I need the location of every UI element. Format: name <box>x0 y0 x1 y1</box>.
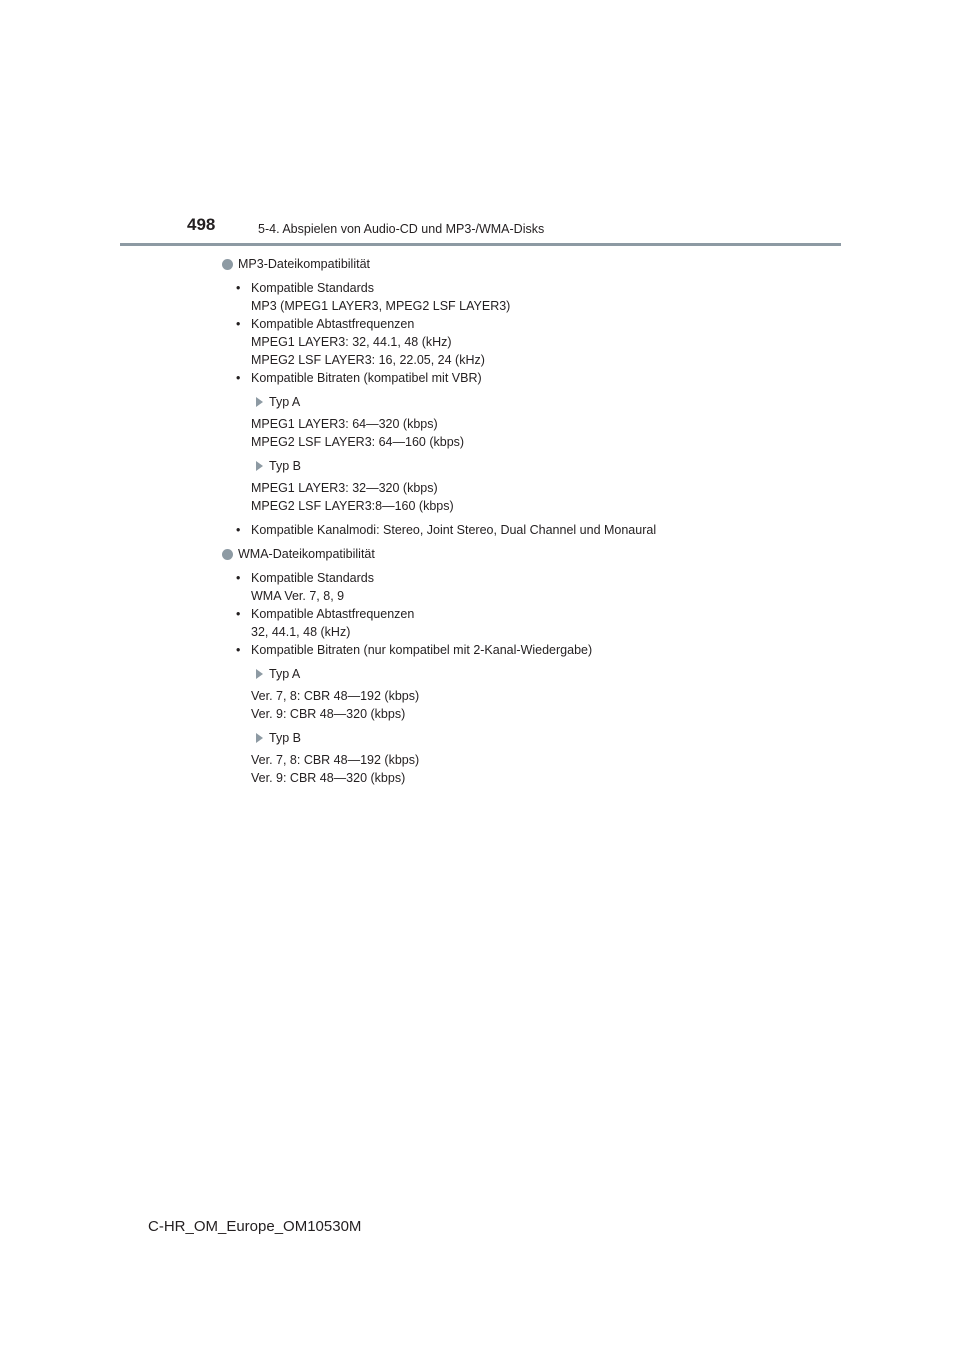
mp3-standards-label: Kompatible Standards <box>251 281 374 295</box>
wma-typ-a-heading <box>236 665 842 683</box>
mp3-typ-b-values <box>236 479 842 515</box>
bullet: • <box>236 523 241 537</box>
circle-bullet-icon <box>222 259 233 270</box>
typ-a-label: Typ A <box>269 667 301 681</box>
bullet: • <box>236 607 241 621</box>
triangle-right-icon <box>256 733 263 743</box>
wma-typ-a-values <box>236 687 842 723</box>
triangle-right-icon <box>256 669 263 679</box>
page-header <box>0 0 960 250</box>
list-item <box>236 521 842 539</box>
mp3-typ-b-line2: MPEG2 LSF LAYER3:8—160 (kbps) <box>251 499 454 513</box>
wma-standards-value: WMA Ver. 7, 8, 9 <box>251 589 345 603</box>
mp3-freq-label: Kompatible Abtastfrequenzen <box>251 317 415 331</box>
mp3-typ-a-values <box>236 415 842 451</box>
bullet: • <box>236 317 241 331</box>
mp3-typ-b-line1: MPEG1 LAYER3: 32—320 (kbps) <box>251 481 438 495</box>
mp3-items <box>222 279 842 539</box>
wma-typ-b-heading <box>236 729 842 747</box>
mp3-freq-line1: MPEG1 LAYER3: 32, 44.1, 48 (kHz) <box>251 335 452 349</box>
list-item <box>236 569 842 587</box>
bullet: • <box>236 571 241 585</box>
wma-typ-b-line2: Ver. 9: CBR 48—320 (kbps) <box>251 771 406 785</box>
list-item <box>236 605 842 623</box>
section-title: 5-4. Abspielen von Audio-CD und MP3-/WMA-Disks <box>258 222 545 236</box>
bullet: • <box>236 281 241 295</box>
page-content <box>222 255 842 793</box>
wma-heading <box>222 545 842 563</box>
typ-b-label: Typ B <box>269 459 301 473</box>
circle-bullet-icon <box>222 549 233 560</box>
wma-section <box>222 545 842 787</box>
typ-a-label: Typ A <box>269 395 301 409</box>
footer-doc-id: C-HR_OM_Europe_OM10530M <box>148 1218 362 1235</box>
mp3-channel-label: Kompatible Kanalmodi: Stereo, Joint Stereo, Dual Channel und Monaural <box>251 523 657 537</box>
typ-b-label: Typ B <box>269 731 301 745</box>
triangle-right-icon <box>256 397 263 407</box>
mp3-bitrate-label: Kompatible Bitraten (kompatibel mit VBR) <box>251 371 482 385</box>
mp3-freq-line2: MPEG2 LSF LAYER3: 16, 22.05, 24 (kHz) <box>251 353 485 367</box>
mp3-heading-text: MP3-Dateikompatibilität <box>238 257 370 271</box>
bullet: • <box>236 643 241 657</box>
header-rule <box>120 243 841 246</box>
list-item <box>236 369 842 387</box>
wma-typ-b-values <box>236 751 842 787</box>
bullet: • <box>236 371 241 385</box>
mp3-standards-value: MP3 (MPEG1 LAYER3, MPEG2 LSF LAYER3) <box>251 299 511 313</box>
list-item <box>236 279 842 297</box>
list-item <box>236 315 842 333</box>
wma-typ-a-line1: Ver. 7, 8: CBR 48—192 (kbps) <box>251 689 420 703</box>
wma-standards-label: Kompatible Standards <box>251 571 374 585</box>
wma-bitrate-label: Kompatible Bitraten (nur kompatibel mit 2-Kanal-Wiedergabe) <box>251 643 593 657</box>
mp3-typ-a-line1: MPEG1 LAYER3: 64—320 (kbps) <box>251 417 438 431</box>
mp3-typ-a-line2: MPEG2 LSF LAYER3: 64—160 (kbps) <box>251 435 465 449</box>
mp3-heading <box>222 255 842 273</box>
wma-typ-a-line2: Ver. 9: CBR 48—320 (kbps) <box>251 707 406 721</box>
wma-freq-label: Kompatible Abtastfrequenzen <box>251 607 415 621</box>
triangle-right-icon <box>256 461 263 471</box>
mp3-section <box>222 255 842 539</box>
wma-items <box>222 569 842 787</box>
wma-typ-b-line1: Ver. 7, 8: CBR 48—192 (kbps) <box>251 753 420 767</box>
wma-heading-text: WMA-Dateikompatibilität <box>238 547 375 561</box>
mp3-typ-a-heading <box>236 393 842 411</box>
mp3-typ-b-heading <box>236 457 842 475</box>
list-item <box>236 641 842 659</box>
page-number: 498 <box>187 215 216 234</box>
wma-freq-line1: 32, 44.1, 48 (kHz) <box>251 625 351 639</box>
